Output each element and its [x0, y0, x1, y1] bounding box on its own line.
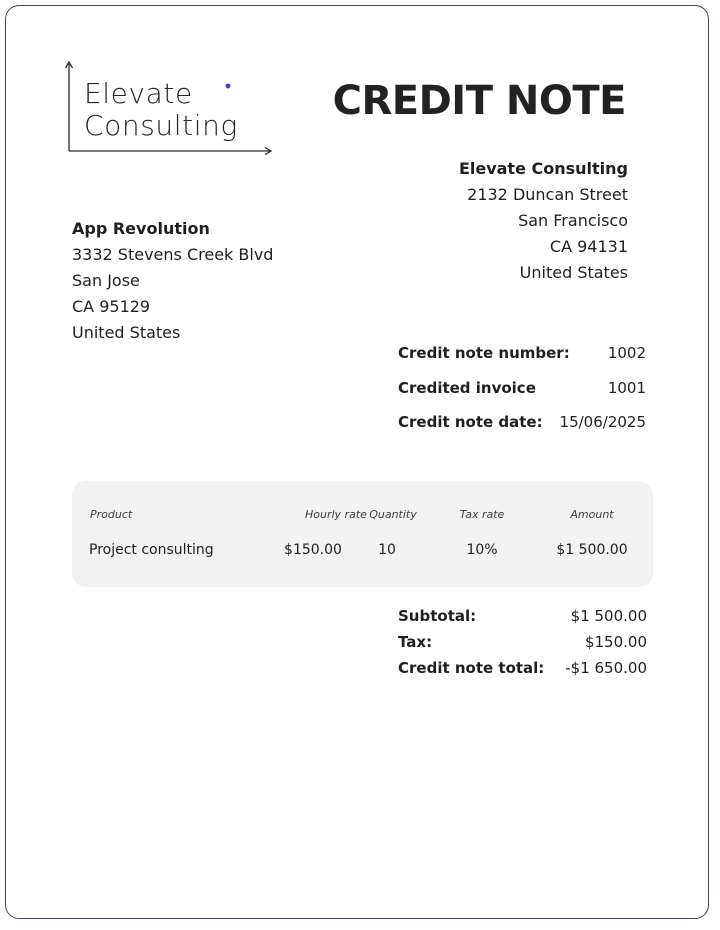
recipient-address [72, 216, 273, 346]
credit-note-date-value: 15/06/2025 [559, 413, 646, 432]
credit-note-number-label: Credit note number: [398, 344, 570, 363]
credit-note-number-row [398, 336, 646, 371]
credit-note-total-value: -$1 650.00 [565, 659, 647, 677]
subtotal-label: Subtotal: [398, 607, 477, 625]
recipient-state-zip: CA 95129 [72, 297, 151, 316]
table-cell-hourly-rate: $150.00 [284, 542, 342, 558]
table-cell-quantity: 10 [378, 542, 396, 558]
recipient-country: United States [72, 323, 181, 342]
credit-note-details [398, 336, 646, 440]
totals-summary [398, 603, 647, 681]
credit-note-page [5, 5, 709, 919]
recipient-city: San Jose [72, 271, 140, 290]
document-title: CREDIT NOTE [332, 78, 626, 124]
recipient-street: 3332 Stevens Creek Blvd [72, 245, 274, 264]
credited-invoice-row [398, 371, 646, 406]
column-header-tax-rate: Tax rate [459, 508, 505, 521]
credit-note-date-row [398, 405, 646, 440]
table-cell-product: Project consulting [89, 542, 214, 558]
sender-name: Elevate Consulting [458, 159, 628, 178]
tax-row [398, 629, 647, 655]
logo-accent-dot [226, 84, 231, 89]
company-logo [64, 58, 276, 160]
credit-note-total-row [398, 655, 647, 681]
column-header-amount: Amount [570, 508, 614, 521]
credited-invoice-value: 1001 [607, 378, 646, 397]
credit-note-total-label: Credit note total: [398, 659, 545, 677]
logo-text-line-2: Consulting [84, 109, 238, 142]
subtotal-row [398, 603, 647, 629]
sender-address [459, 156, 628, 286]
credited-invoice-label: Credited invoice [398, 378, 536, 397]
subtotal-value: $1 500.00 [570, 607, 647, 625]
tax-label: Tax: [398, 633, 433, 651]
credit-note-date-label: Credit note date: [398, 413, 543, 432]
tax-value: $150.00 [584, 633, 647, 651]
recipient-name: App Revolution [72, 219, 210, 238]
sender-state-zip: CA 94131 [549, 237, 628, 256]
line-items-table [72, 481, 653, 587]
credit-note-number-value: 1002 [607, 344, 646, 363]
sender-country: United States [519, 263, 628, 282]
sender-city: San Francisco [518, 211, 628, 230]
column-header-quantity: Quantity [369, 508, 417, 521]
column-header-hourly-rate: Hourly rate [305, 508, 367, 521]
logo-text-line-1: Elevate [84, 77, 193, 110]
table-cell-amount: $1 500.00 [556, 542, 628, 558]
table-cell-tax-rate: 10% [466, 542, 498, 558]
column-header-product: Product [90, 508, 133, 521]
sender-street: 2132 Duncan Street [467, 185, 628, 204]
